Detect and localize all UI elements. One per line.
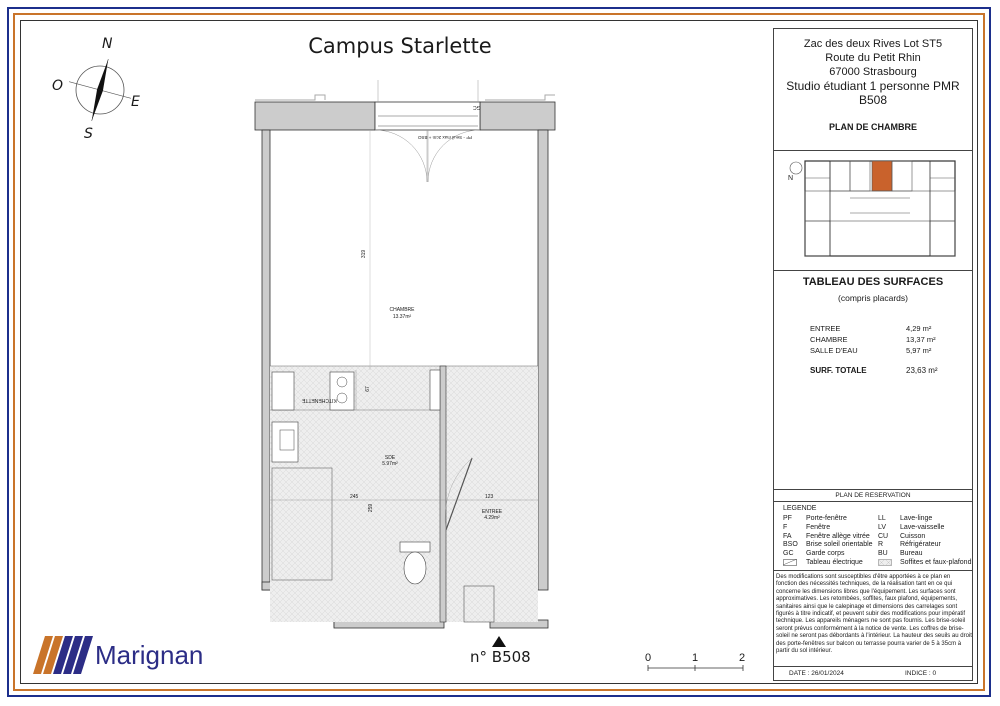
dimension-319: 319 xyxy=(361,249,368,259)
surface-row: ENTREE 4,29 m² xyxy=(810,324,932,333)
legend-item-text: Garde corps xyxy=(806,550,845,557)
address-line-5: B508 xyxy=(858,93,888,107)
address-line-3: 67000 Strasbourg xyxy=(829,66,917,78)
legend-item-text: Tableau électrique xyxy=(806,559,863,566)
legend-item: LL xyxy=(878,515,886,522)
kitchenette-label: KITCHENETTE xyxy=(302,397,337,403)
compass-needle-north xyxy=(97,58,111,90)
legend-item: GC xyxy=(783,550,794,557)
surface-row: CHAMBRE 13,37 m² xyxy=(810,335,936,344)
legend-item: PF xyxy=(783,515,792,522)
room-entree-area: 4.29m² xyxy=(484,515,500,521)
highlighted-unit xyxy=(872,161,892,191)
room-sde-name: SDE xyxy=(384,455,396,461)
legend-item: BU xyxy=(878,550,888,557)
room-chambre-name: CHAMBRE xyxy=(389,307,415,313)
soffit-area xyxy=(270,366,538,622)
left-wall xyxy=(262,130,270,590)
scale-label-0: 0 xyxy=(645,652,652,664)
compass-west-label: O xyxy=(52,78,64,94)
top-wall-right xyxy=(480,102,555,130)
surface-total-row: SURF. TOTALE 23,63 m² xyxy=(810,366,938,375)
entrance-arrow-icon xyxy=(492,636,506,648)
compass-east-label: E xyxy=(131,94,140,110)
gc-label: GC xyxy=(473,104,481,110)
legend-item-text: Fenêtre allège vitrée xyxy=(806,533,870,540)
dimension-67: 67 xyxy=(364,386,371,392)
legend-item-text: Bureau xyxy=(900,550,923,557)
room-entree-name: ENTREE xyxy=(481,509,503,515)
room-chambre-area: 13.37m² xyxy=(392,314,412,320)
legend-item: LV xyxy=(878,524,887,531)
window-label: PF - Seuil max 2cm + BSO xyxy=(418,135,472,140)
compass-south-label: S xyxy=(84,126,93,142)
legend-item: F xyxy=(783,524,788,531)
scale-bar xyxy=(645,664,749,678)
compass-needle-south xyxy=(89,89,103,121)
legend-item: R xyxy=(878,541,884,548)
reservation-title: PLAN DE RESERVATION xyxy=(835,492,911,499)
footer-index: INDICE : 0 xyxy=(905,670,937,677)
right-wall xyxy=(538,130,548,590)
legend-item-text: Réfrigérateur xyxy=(900,541,941,548)
legend-item-text: Fenêtre xyxy=(806,524,831,531)
legend-item-text: Cuisson xyxy=(900,533,926,540)
dimension-245: 245 xyxy=(350,494,359,500)
legend-title: LEGENDE xyxy=(783,505,817,512)
dimension-259: 259 xyxy=(368,503,375,513)
dimension-123: 123 xyxy=(485,494,494,500)
address-block xyxy=(773,37,973,107)
floor-plan xyxy=(250,80,570,640)
scale-label-2: 2 xyxy=(739,652,746,664)
plan-title: PLAN DE CHAMBRE xyxy=(828,122,917,132)
legend-item: CU xyxy=(878,533,889,540)
legend-item-text: Brise soleil orientable xyxy=(806,541,873,548)
disclaimer-notes: Des modifications sont susceptibles d'être apportées à ce plan en fonction des nécessités techniques, de la réalisation tant en ce qui concerne les dimensions libres que l'équipement. Les surfaces sont approximatives. Les retombées, soffites, faux plafond, équipements, sanitaires ainsi que le calepinage et dimensions des carrelages sont figurés à titre indicatif, et peuvent subir des modifications pour impératif technique. Les appareils ménagers ne sont pas fournis. Les brise-soleil seront prévus conformément à la notice de vente. Les coffres de brise-soleil ne seront pas débordants à l'intérieur. La hauteur des seuils au droit des porte-fenêtres sur balcon ou terrasse pourra varier de 5 à 35cm à partir du sol intérieur. xyxy=(776,574,972,655)
mini-building-plan xyxy=(785,158,960,263)
brand-name: Marignan xyxy=(95,640,204,670)
page-title: Campus Starlette xyxy=(308,34,492,58)
electric-panel-icon xyxy=(783,559,797,566)
legend-item: FA xyxy=(783,533,792,540)
legend-item-text: Soffites et faux-plafond xyxy=(900,559,972,566)
surfaces-subtitle: (compris placards) xyxy=(838,293,908,303)
surface-row: SALLE D'EAU 5,97 m² xyxy=(810,346,932,355)
marignan-logo-icon xyxy=(33,636,93,674)
scale-label-1: 1 xyxy=(692,652,699,664)
compass-north-label: N xyxy=(102,36,113,52)
address-line-2: Route du Petit Rhin xyxy=(825,52,921,64)
surfaces-title: TABLEAU DES SURFACES xyxy=(802,276,944,288)
room-sde-area: 5.97m² xyxy=(382,461,398,467)
legend-item: BSO xyxy=(783,541,798,548)
mini-plan-north-label: N xyxy=(788,175,794,182)
address-line-4: Studio étudiant 1 personne PMR xyxy=(786,79,960,93)
top-wall-left xyxy=(255,102,375,130)
address-line-1: Zac des deux Rives Lot ST5 xyxy=(803,38,943,50)
footer-date: DATE : 26/01/2024 xyxy=(789,670,844,677)
legend-item-text: Porte-fenêtre xyxy=(806,515,847,522)
toilet xyxy=(404,552,426,584)
soffit-icon xyxy=(878,559,892,566)
legend-item-text: Lave-linge xyxy=(900,515,933,522)
unit-number: n° B508 xyxy=(470,648,531,666)
legend-item-text: Lave-vaisselle xyxy=(900,524,945,531)
divider xyxy=(773,150,973,151)
